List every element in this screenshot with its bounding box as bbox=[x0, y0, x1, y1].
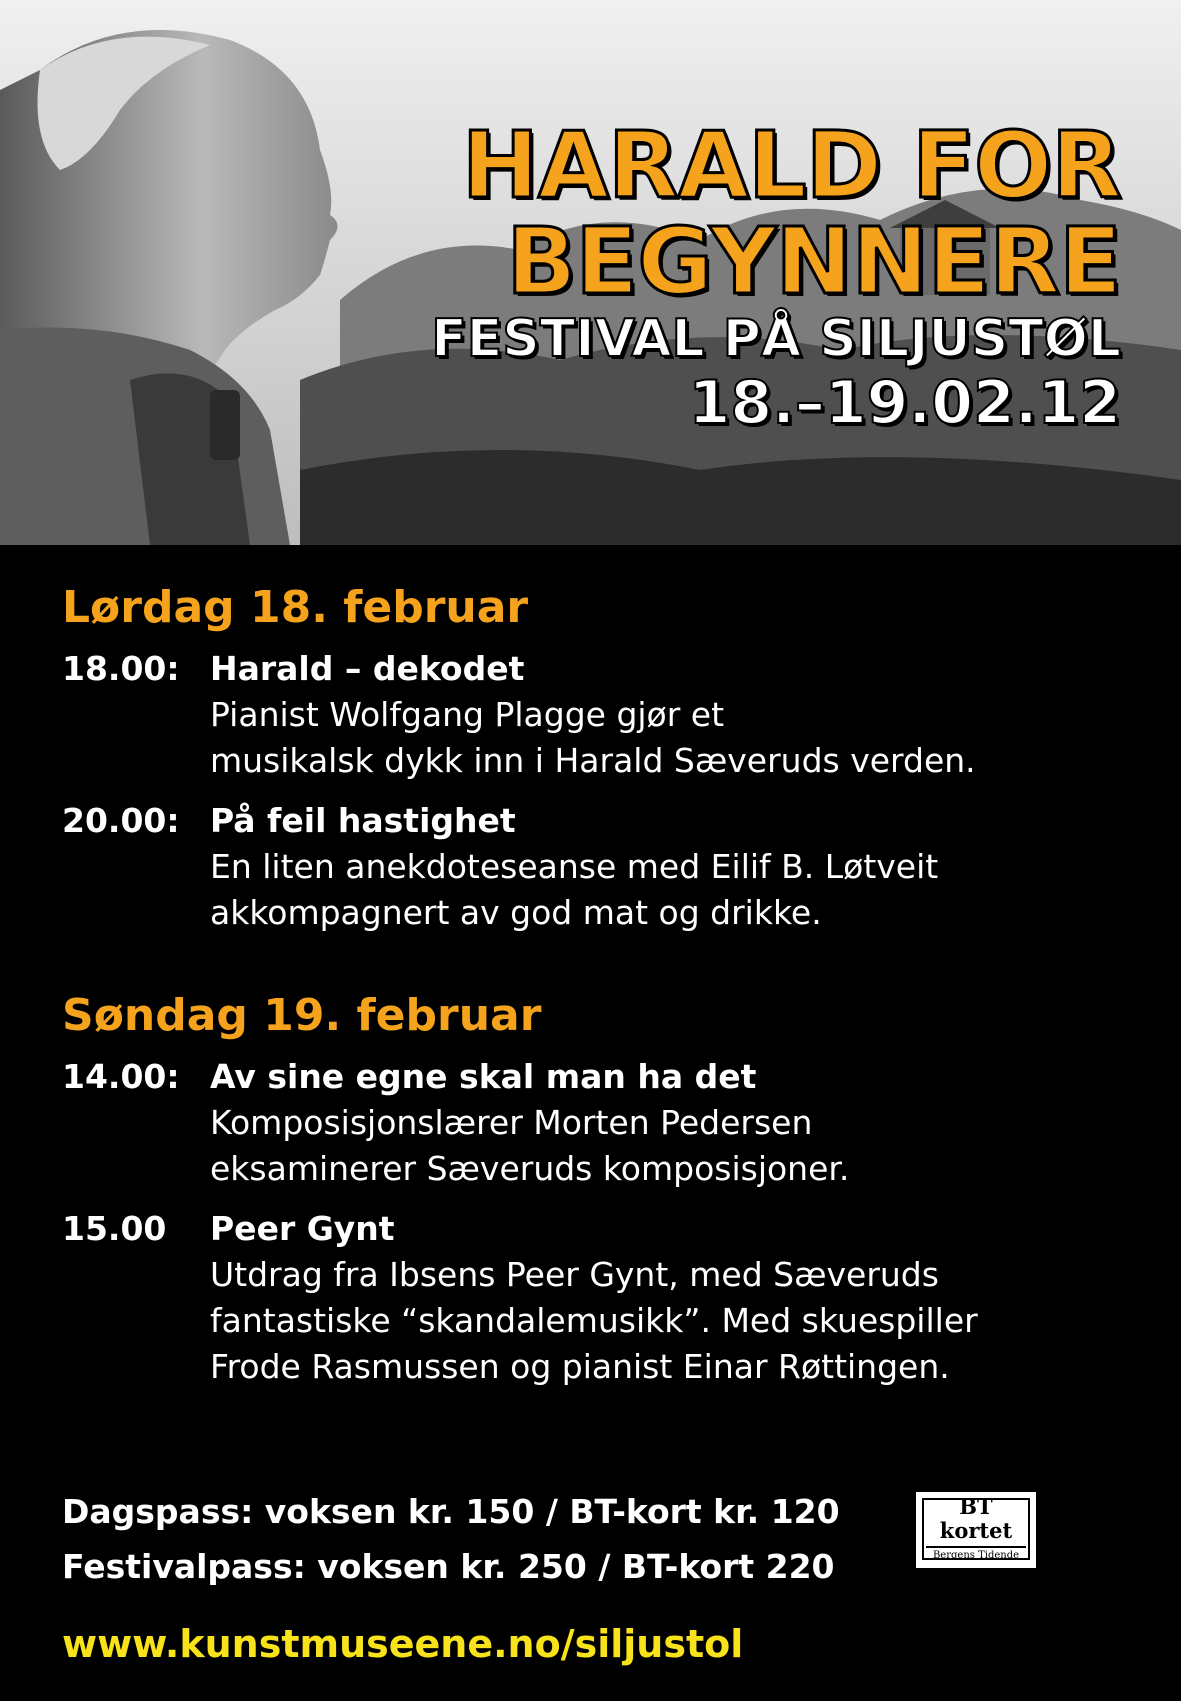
bt-kortet-logo bbox=[916, 1492, 1036, 1568]
festival-pass-price: Festivalpass: voksen kr. 250 / BT-kort 220 bbox=[62, 1547, 835, 1586]
event-time: 18.00: bbox=[62, 649, 180, 688]
event-title: På feil hastighet bbox=[210, 801, 516, 840]
event-time: 20.00: bbox=[62, 801, 180, 840]
event-item bbox=[62, 646, 1142, 784]
logo-line-2: Bergens Tidende bbox=[926, 1546, 1026, 1564]
event-description: En liten anekdoteseanse med Eilif B. Løtveit akkompagnert av god mat og drikke. bbox=[210, 847, 939, 932]
title-block bbox=[361, 112, 1121, 438]
header-photo bbox=[0, 0, 1181, 545]
title-line-1: HARALD FOR bbox=[461, 112, 1121, 219]
logo-line-1: BT kortet bbox=[939, 1493, 1013, 1543]
event-description: Pianist Wolfgang Plagge gjør et musikalsk dykk inn i Harald Sæveruds verden. bbox=[210, 695, 976, 780]
program bbox=[62, 580, 1142, 1404]
event-item bbox=[62, 798, 1142, 936]
prices bbox=[62, 1484, 882, 1594]
event-title: Peer Gynt bbox=[210, 1209, 395, 1248]
event-description: Komposisjonslærer Morten Pedersen eksaminerer Sæveruds komposisjoner. bbox=[210, 1103, 850, 1188]
website-link[interactable]: www.kunstmuseene.no/siljustol bbox=[62, 1622, 744, 1666]
event-description: Utdrag fra Ibsens Peer Gynt, med Sæveruds fantastiske “skandalemusikk”. Med skuespiller Frode Rasmussen og pianist Einar Røttingen. bbox=[210, 1255, 978, 1386]
festival-dates: 18.–19.02.12 bbox=[688, 368, 1121, 438]
day-heading: Søndag 19. februar bbox=[62, 990, 542, 1041]
event-item bbox=[62, 1054, 1142, 1192]
day-saturday bbox=[62, 580, 1142, 936]
day-sunday bbox=[62, 988, 1142, 1390]
event-time: 14.00: bbox=[62, 1057, 180, 1096]
festival-subtitle: FESTIVAL PÅ SILJUSTØL bbox=[431, 309, 1121, 369]
event-item bbox=[62, 1206, 1142, 1390]
day-pass-price: Dagspass: voksen kr. 150 / BT-kort kr. 120 bbox=[62, 1492, 840, 1531]
event-time: 15.00 bbox=[62, 1209, 167, 1248]
title-line-2: BEGYNNERE bbox=[506, 208, 1121, 315]
event-title: Harald – dekodet bbox=[210, 649, 525, 688]
event-title: Av sine egne skal man ha det bbox=[210, 1057, 757, 1096]
day-heading: Lørdag 18. februar bbox=[62, 582, 529, 633]
